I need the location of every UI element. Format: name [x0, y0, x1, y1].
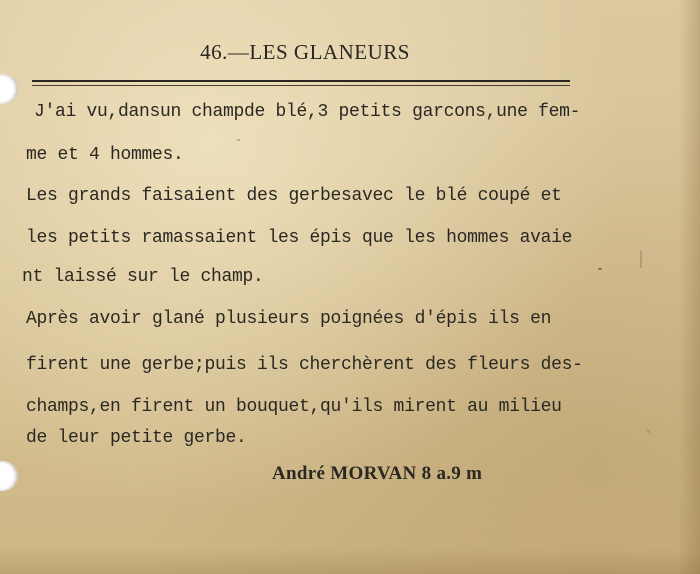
text-line: Après avoir glané plusieurs poignées d'épis ils en	[26, 309, 552, 329]
paper-speck	[237, 139, 240, 141]
text-line: firent une gerbe;puis ils cherchèrent des fleurs des-	[26, 355, 583, 375]
paper-speck	[647, 430, 650, 433]
paper-speck	[640, 250, 642, 268]
page-title: 46.—LES GLANEURS	[200, 40, 410, 64]
paper-speck	[598, 268, 602, 270]
text-line: de leur petite gerbe.	[26, 428, 247, 448]
text-line: champs,en firent un bouquet,qu'ils mirent au milieu	[26, 397, 562, 417]
author-signature: André MORVAN 8 a.9 m	[272, 463, 483, 484]
text-line: me et 4 hommes.	[26, 145, 184, 165]
text-line: Les grands faisaient des gerbesavec le blé coupé et	[26, 186, 562, 206]
text-line: nt laissé sur le champ.	[22, 267, 264, 287]
text-line: les petits ramassaient les épis que les hommes avaie	[26, 228, 573, 248]
text-line: J'ai vu,dansun champde blé,3 petits garcons,une fem-	[34, 102, 581, 122]
